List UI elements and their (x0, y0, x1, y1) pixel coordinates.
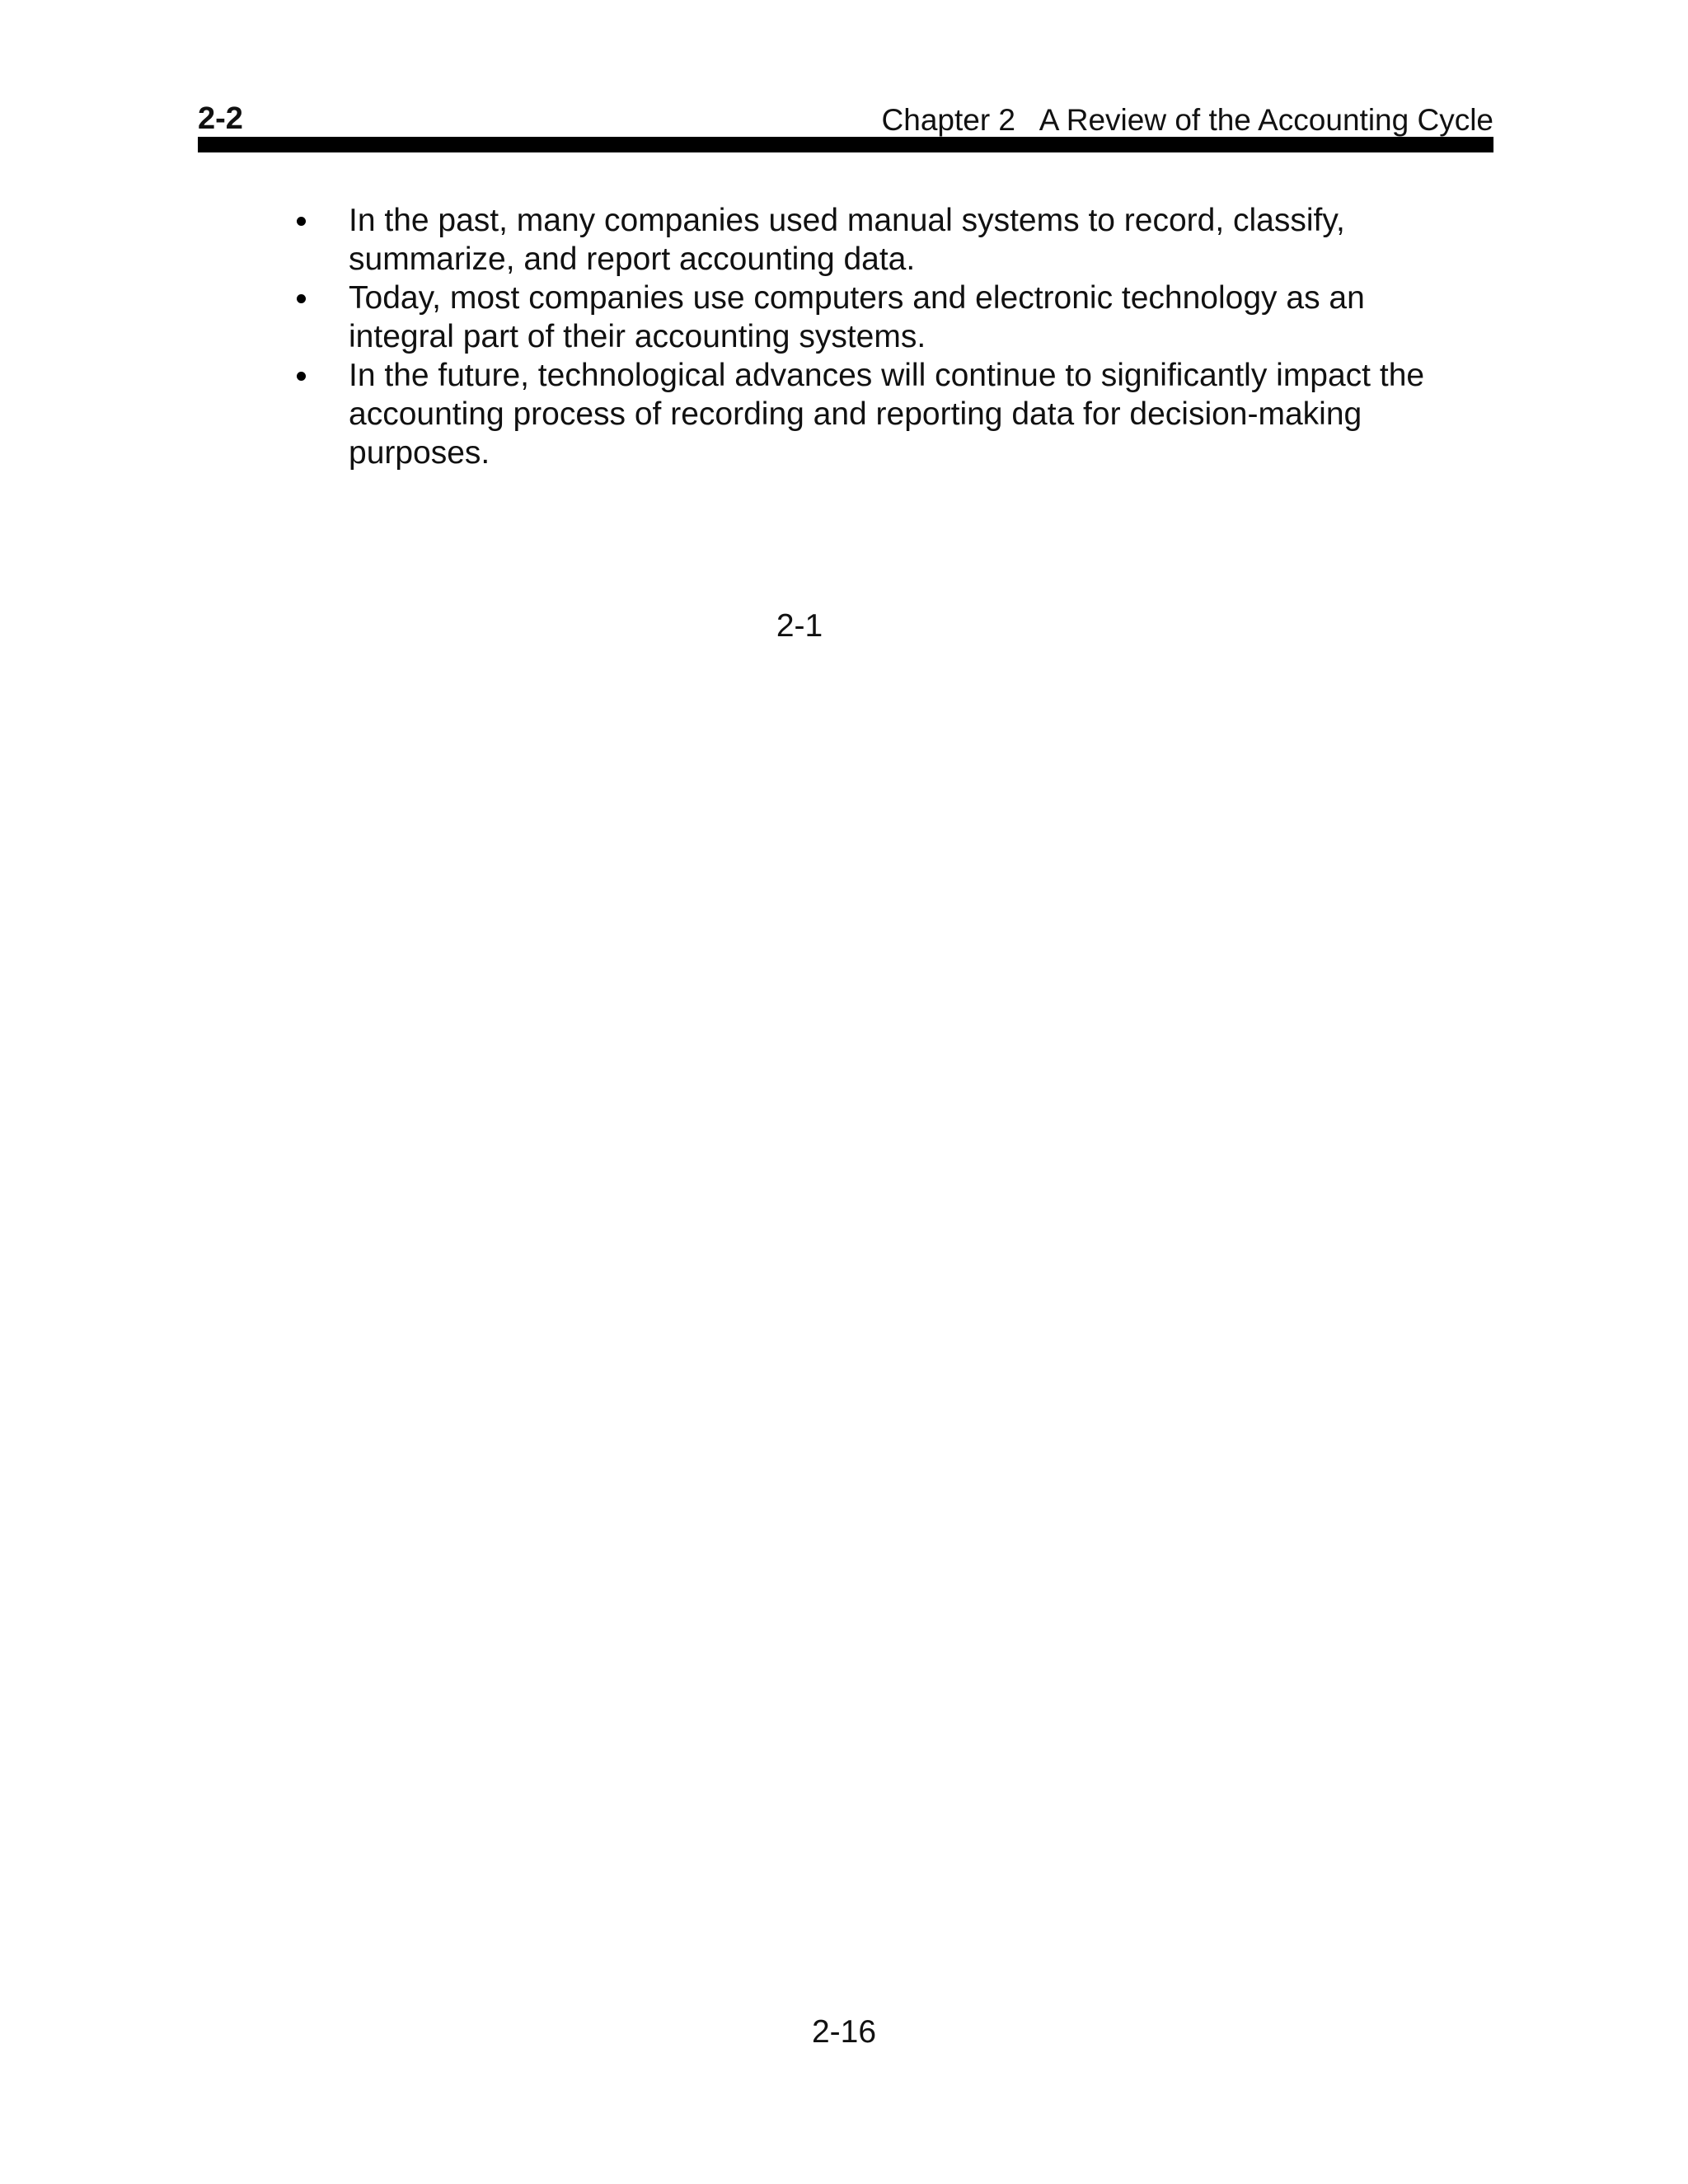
bullet-text: In the future, technological advances will continue to significantly impact the accounting process of recording and reporting data for decision-making purposes. (349, 358, 1425, 471)
bullet-item (292, 201, 1479, 279)
header-chapter-title: Chapter 2 A Review of the Accounting Cycle (881, 103, 1493, 137)
header-page-number: 2-2 (198, 101, 243, 136)
bullet-text: In the past, many companies used manual systems to record, classify, summarize, and report accounting data. (349, 203, 1345, 277)
page-header (198, 96, 1493, 138)
footer-page-number: 2-16 (811, 2014, 877, 2050)
bullet-icon (297, 372, 306, 381)
bullet-item (292, 279, 1479, 356)
slide-number: 2-1 (776, 608, 823, 644)
bullet-list (292, 201, 1479, 472)
header-rule (198, 137, 1493, 152)
bullet-icon (297, 294, 306, 303)
bullet-item (292, 356, 1479, 472)
bullet-icon (297, 217, 306, 226)
bullet-text: Today, most companies use computers and electronic technology as an integral part of their accounting systems. (349, 280, 1365, 354)
